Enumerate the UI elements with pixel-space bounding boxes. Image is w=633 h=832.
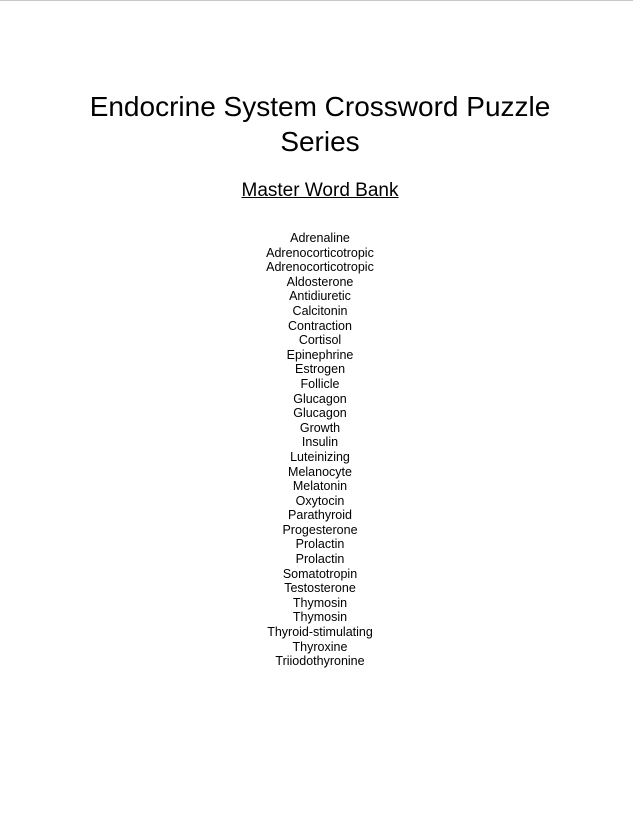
word-bank-item: Thymosin bbox=[292, 610, 348, 625]
word-bank-item: Epinephrine bbox=[286, 347, 354, 362]
word-bank-item: Melanocyte bbox=[288, 464, 352, 479]
word-bank-item: Aldosterone bbox=[286, 274, 354, 289]
word-bank-item: Insulin bbox=[301, 435, 339, 450]
word-bank-item: Testosterone bbox=[284, 581, 356, 596]
word-bank-item: Parathyroid bbox=[288, 508, 352, 523]
word-bank-item: Antidiuretic bbox=[289, 289, 351, 304]
word-bank-item: Somatotropin bbox=[282, 566, 358, 581]
word-bank-item: Thyroxine bbox=[292, 639, 348, 654]
word-bank-item: Contraction bbox=[288, 318, 352, 333]
word-bank-item: Thymosin bbox=[292, 595, 348, 610]
word-bank-item: Glucagon bbox=[293, 406, 347, 421]
word-bank-item: Luteinizing bbox=[290, 449, 350, 464]
word-bank-item: Melatonin bbox=[292, 479, 348, 494]
page-title-line-1: Endocrine System Crossword Puzzle bbox=[89, 91, 551, 122]
word-bank-item: Growth bbox=[299, 420, 341, 435]
word-bank-item: Glucagon bbox=[293, 391, 347, 406]
word-bank-item: Calcitonin bbox=[292, 303, 348, 318]
word-bank-item: Adrenocorticotropic bbox=[266, 260, 374, 275]
word-bank-heading: Master Word Bank bbox=[241, 180, 399, 201]
word-bank-item: Progesterone bbox=[282, 522, 358, 537]
word-bank-item: Prolactin bbox=[295, 552, 345, 567]
word-bank-item: Cortisol bbox=[298, 333, 342, 348]
word-bank-item: Prolactin bbox=[295, 537, 345, 552]
page-title-line-2: Series bbox=[280, 126, 360, 157]
word-bank-item: Adrenaline bbox=[290, 231, 350, 245]
word-bank-item: Triiodothyronine bbox=[275, 654, 365, 669]
page-top-border bbox=[0, 0, 633, 1]
word-bank-item: Estrogen bbox=[294, 362, 346, 377]
word-bank-item: Adrenocorticotropic bbox=[266, 245, 374, 260]
word-bank-item: Oxytocin bbox=[295, 493, 345, 508]
word-bank-list bbox=[0, 231, 633, 669]
word-bank-item: Follicle bbox=[300, 376, 340, 391]
word-bank-item: Thyroid-stimulating bbox=[267, 625, 373, 640]
